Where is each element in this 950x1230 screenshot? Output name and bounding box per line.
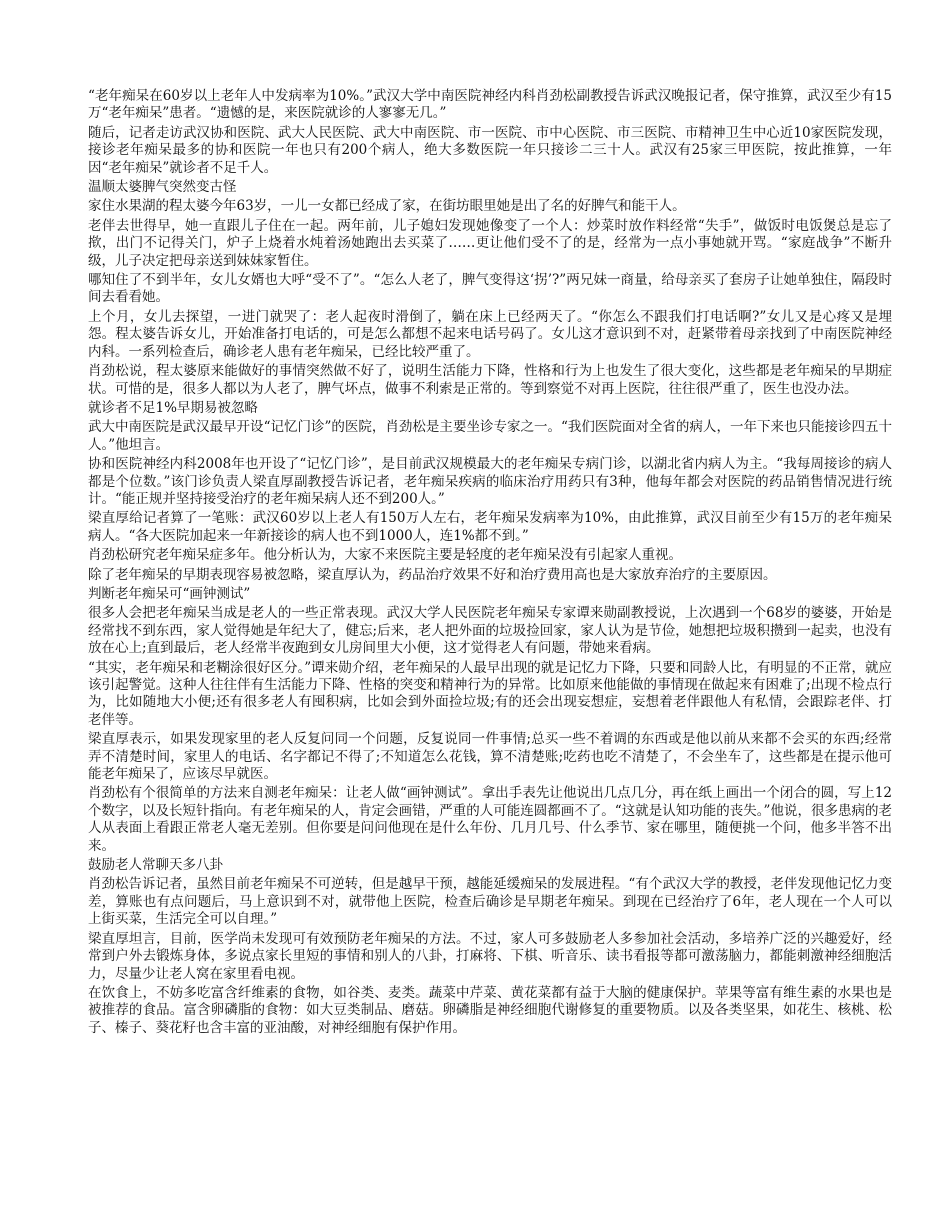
paragraph-hospital-survey: 随后，记者走访武汉协和医院、武大人民医院、武大中南医院、市一医院、市中心医院、市三医院、市精神卫生中心近10家医院发现，接诊老年痴呆最多的协和医院一年也只有200个病人，绝大多数医院一年只接诊二三十人。武汉有25家三甲医院，按此推算，一年因“老年痴呆”就诊者不足千人。	[88, 124, 892, 176]
paragraph: 肖劲松说，程太婆原来能做好的事情突然做不好了，说明生活能力下降，性格和行为上也发生了很大变化，这些都是老年痴呆的早期症状。可惜的是，很多人都以为人老了，脾气坏点，做事不利索是正常的。等到察觉不对再上医院，往往很严重了，医生也没办法。	[88, 363, 892, 397]
paragraph: 很多人会把老年痴呆当成是老人的一些正常表现。武汉大学人民医院老年痴呆专家谭来勋副教授说，上次遇到一个68岁的婆婆，开始是经常找不到东西，家人觉得她是年纪大了，健忘;后来，老人把外面的垃圾捡回家，家人认为是节俭，她想把垃圾积攒到一起卖，也没有放在心上;直到最后，老人经常半夜跑到女儿房间里大小便，这才觉得老人有问题，带她来看病。	[88, 605, 892, 657]
section-heading-4: 鼓励老人常聊天多八卦	[88, 857, 223, 874]
paragraph: 协和医院神经内科2008年也开设了“记忆门诊”，是目前武汉规模最大的老年痴呆专病门诊，以湖北省内病人为主。“我每周接诊的病人都是个位数。”该门诊负责人梁直厚副教授告诉记者，老年痴呆疾病的临床治疗用药只有3种，他每年都会对医院的药品销售情况进行统计。“能正规并坚持接受治疗的老年痴呆病人还不到200人。”	[88, 456, 892, 507]
paragraph: “其实，老年痴呆和老糊涂很好区分。”谭来勋介绍，老年痴呆的人最早出现的就是记忆力下降，只要和同龄人比，有明显的不正常，就应该引起警觉。这种人往往伴有生活能力下降、性格的突变和精神行为的异常。比如原来他能做的事情现在做起来有困难了;出现不检点行为，比如随地大小便;还有很多老人有囤积病，比如会到外面捡垃圾;有的还会出现妄想症，妄想着老伴跟他人有私情，会跟踪老伴、打老伴等。	[88, 659, 892, 728]
section-heading-3: 判断老年痴呆可“画钟测试”	[88, 585, 251, 602]
section-heading-1: 温顺太婆脾气突然变古怪	[88, 179, 237, 196]
paragraph: 上个月，女儿去探望，一进门就哭了：老人起夜时滑倒了，躺在床上已经两天了。“你怎么不跟我们打电话啊?”女儿又是心疼又是埋怨。程太婆告诉女儿，开始准备打电话的，可是怎么都想不起来电话号码了。女儿这才意识到不对，赶紧带着母亲找到了中南医院神经内科。一系列检查后，确诊老人患有老年痴呆，已经比较严重了。	[88, 308, 892, 360]
paragraph: 肖劲松有个很简单的方法来自测老年痴呆：让老人做“画钟测试”。拿出手表先让他说出几点几分，再在纸上画出一个闭合的圆，写上12个数字，以及长短针指向。有老年痴呆的人，肯定会画错，严重的人可能连圆都画不了。“这就是认知功能的丧失。”他说，很多患病的老人从表面上看跟正常老人毫无差别。但你要是问问他现在是什么年份、几月几号、什么季节、家在哪里，随便挑一个问，他多半答不出来。	[88, 785, 892, 854]
paragraph: 肖劲松告诉记者，虽然目前老年痴呆不可逆转，但是越早干预，越能延缓痴呆的发展进程。“有个武汉大学的教授，老伴发现他记忆力变差，算账也有点问题后，马上意识到不对，就带他上医院，检查后确诊是早期老年痴呆。到现在已经治疗了6年，老人现在一个人可以上街买菜，生活完全可以自理。”	[88, 876, 892, 928]
paragraph: 梁直厚给记者算了一笔账：武汉60岁以上老人有150万人左右，老年痴呆发病率为10%，由此推算，武汉目前至少有15万的老年痴呆病人。“各大医院加起来一年新接诊的病人也不到1000人，连1%都不到。”	[88, 510, 892, 544]
paragraph: 老伴去世得早，她一直跟儿子住在一起。两年前，儿子媳妇发现她像变了一个人：炒菜时放作料经常“失手”，做饭时电饭煲总是忘了揿，出门不记得关门，炉子上烧着水炖着汤她跑出去买菜了……更让他们受不了的是，经常为一点小事她就开骂。“家庭战争”不断升级，儿子决定把母亲送到妹妹家暂住。	[88, 217, 892, 269]
paragraph: 肖劲松研究老年痴呆症多年。他分析认为，大家不来医院主要是轻度的老年痴呆没有引起家人重视。	[88, 547, 682, 564]
paragraph: 哪知住了不到半年，女儿女婿也大呼“受不了”。“怎么人老了，脾气变得这‘拐’?”两兄妹一商量，给母亲买了套房子让她单独住，隔段时间去看看她。	[88, 272, 892, 306]
paragraph-intro: “老年痴呆在60岁以上老年人中发病率为10%。”武汉大学中南医院神经内科肖劲松副教授告诉武汉晚报记者，保守推算，武汉至少有15万“老年痴呆”患者。“遗憾的是，来医院就诊的人寥寥无几。”	[88, 88, 892, 122]
section-heading-2: 就诊者不足1%早期易被忽略	[88, 399, 258, 416]
paragraph: 家住水果湖的程太婆今年63岁，一儿一女都已经成了家，在街坊眼里她是出了名的好脾气和能干人。	[88, 198, 686, 215]
paragraph: 梁直厚表示，如果发现家里的老人反复问同一个问题，反复说同一件事情;总买一些不着调的东西或是他以前从来都不会买的东西;经常弄不清楚时间，家里人的电话、名字都记不得了;不知道怎么花钱，算不清楚账;吃药也吃不清楚了，不会坐车了，这些都是在提示他可能老年痴呆了，应该尽早就医。	[88, 731, 892, 783]
paragraph: 除了老年痴呆的早期表现容易被忽略，梁直厚认为，药品治疗效果不好和治疗费用高也是大家放弃治疗的主要原因。	[88, 566, 777, 583]
paragraph: 梁直厚坦言，目前，医学尚未发现可有效预防老年痴呆的方法。不过，家人可多鼓励老人多参加社会活动，多培养广泛的兴趣爱好，经常到户外去锻炼身体，多说点家长里短的事情和别人的八卦，打麻将、下棋、听音乐、读书看报等都可激荡脑力，都能刺激神经细胞活力，尽量少让老人窝在家里看电视。	[88, 930, 892, 982]
paragraph: 在饮食上，不妨多吃富含纤维素的食物，如谷类、麦类。蔬菜中芹菜、黄花菜都有益于大脑的健康保护。苹果等富有维生素的水果也是被推荐的食品。富含卵磷脂的食物：如大豆类制品、磨菇。卵磷脂是神经细胞代谢修复的重要物质。以及各类坚果，如花生、核桃、松子、榛子、葵花籽也含丰富的亚油酸，对神经细胞有保护作用。	[88, 984, 892, 1036]
paragraph: 武大中南医院是武汉最早开设“记忆门诊”的医院，肖劲松是主要坐诊专家之一。“我们医院面对全省的病人，一年下来也只能接诊四五十人。”他坦言。	[88, 419, 892, 453]
